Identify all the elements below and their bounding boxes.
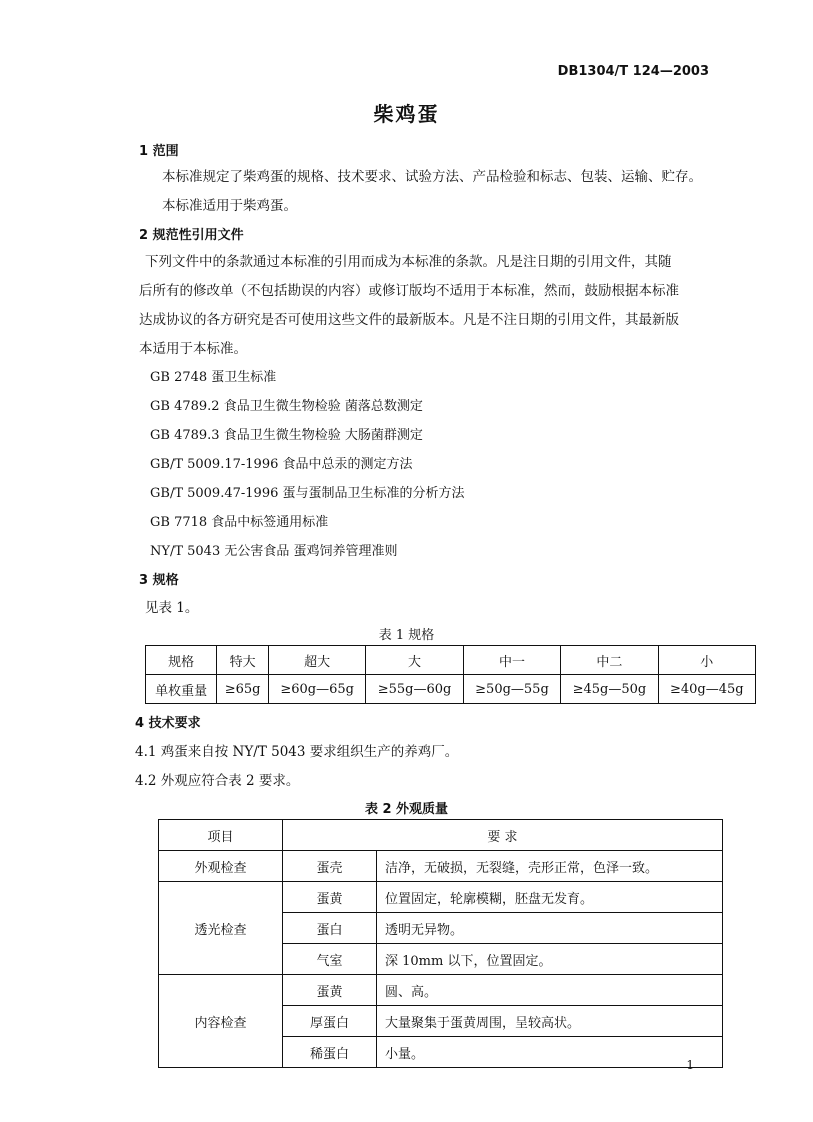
reference-item: GB/T 5009.17-1996 食品中总汞的测定方法 bbox=[150, 457, 413, 472]
table-cell: 透明无异物。 bbox=[377, 913, 723, 944]
table-group-cell: 外观检查 bbox=[159, 851, 283, 882]
table-header-cell: 特大 bbox=[217, 646, 269, 675]
table-header-cell: 项目 bbox=[159, 820, 283, 851]
table-header-cell: 小 bbox=[658, 646, 755, 675]
table-2-appearance bbox=[158, 819, 723, 1068]
table-cell: ≥45g—50g bbox=[561, 675, 658, 704]
table-cell: ≥55g—60g bbox=[366, 675, 463, 704]
table-cell: 深 10mm 以下，位置固定。 bbox=[377, 944, 723, 975]
table-cell: 位置固定，轮廓模糊，胚盘无发育。 bbox=[377, 882, 723, 913]
table-cell: 圆、高。 bbox=[377, 975, 723, 1006]
table-header-cell: 中二 bbox=[561, 646, 658, 675]
table-1-spec bbox=[145, 645, 756, 704]
reference-item: GB/T 5009.47-1996 蛋与蛋制品卫生标准的分析方法 bbox=[150, 486, 465, 501]
table-cell: 气室 bbox=[283, 944, 377, 975]
document-title: 柴鸡蛋 bbox=[373, 102, 440, 126]
section-1-heading: 1 范围 bbox=[139, 144, 179, 159]
table-cell: 厚蛋白 bbox=[283, 1006, 377, 1037]
table-cell: ≥65g bbox=[217, 675, 269, 704]
table-cell: 蛋白 bbox=[283, 913, 377, 944]
table-cell: 小量。 bbox=[377, 1037, 723, 1068]
table-row bbox=[159, 851, 723, 882]
section-2-text-line: 本适用于本标准。 bbox=[139, 341, 247, 357]
table-row bbox=[159, 975, 723, 1006]
reference-item: GB 2748 蛋卫生标准 bbox=[150, 370, 277, 385]
page-number: 1 bbox=[686, 1058, 694, 1072]
section-4-heading: 4 技术要求 bbox=[135, 716, 201, 731]
table-1-caption: 表 1 规格 bbox=[378, 628, 435, 643]
section-2-text-line: 达成协议的各方研究是否可使用这些文件的最新版本。凡是不注日期的引用文件，其最新版 bbox=[139, 312, 679, 328]
table-cell: ≥40g—45g bbox=[658, 675, 755, 704]
table-group-cell: 内容检查 bbox=[159, 975, 283, 1068]
table-header-cell: 超大 bbox=[268, 646, 365, 675]
table-row bbox=[159, 820, 723, 851]
section-1-paragraph-1: 本标准规定了柴鸡蛋的规格、技术要求、试验方法、产品检验和标志、包装、运输、贮存。 bbox=[162, 169, 702, 185]
table-2-caption: 表 2 外观质量 bbox=[364, 802, 449, 817]
clause-4-1: 4.1 鸡蛋来自按 NY/T 5043 要求组织生产的养鸡厂。 bbox=[135, 744, 459, 760]
table-row bbox=[146, 675, 756, 704]
section-2-text-line: 下列文件中的条款通过本标准的引用而成为本标准的条款。凡是注日期的引用文件，其随 bbox=[145, 254, 672, 270]
section-2-text-line: 后所有的修改单（不包括勘误的内容）或修订版均不适用于本标准，然而，鼓励根据本标准 bbox=[139, 283, 679, 299]
table-row bbox=[146, 646, 756, 675]
table-cell: 稀蛋白 bbox=[283, 1037, 377, 1068]
table-row bbox=[159, 882, 723, 913]
reference-item: GB 4789.3 食品卫生微生物检验 大肠菌群测定 bbox=[150, 428, 423, 443]
section-2-heading: 2 规范性引用文件 bbox=[139, 228, 244, 243]
table-cell: 单枚重量 bbox=[146, 675, 217, 704]
reference-item: GB 7718 食品中标签通用标准 bbox=[150, 515, 329, 530]
table-cell: 蛋黄 bbox=[283, 882, 377, 913]
table-cell: ≥50g—55g bbox=[463, 675, 560, 704]
reference-item: NY/T 5043 无公害食品 蛋鸡饲养管理准则 bbox=[150, 544, 398, 559]
document-code: DB1304/T 124—2003 bbox=[557, 64, 709, 79]
section-1-paragraph-2: 本标准适用于柴鸡蛋。 bbox=[162, 198, 297, 214]
section-3-heading: 3 规格 bbox=[139, 573, 179, 588]
table-cell: 大量聚集于蛋黄周围，呈较高状。 bbox=[377, 1006, 723, 1037]
table-cell: 蛋黄 bbox=[283, 975, 377, 1006]
table-header-cell: 规格 bbox=[146, 646, 217, 675]
table-header-cell: 要 求 bbox=[283, 820, 723, 851]
table-header-cell: 大 bbox=[366, 646, 463, 675]
section-3-paragraph: 见表 1。 bbox=[145, 600, 199, 616]
clause-4-2: 4.2 外观应符合表 2 要求。 bbox=[135, 773, 300, 789]
table-group-cell: 透光检查 bbox=[159, 882, 283, 975]
table-cell: 洁净，无破损，无裂缝，壳形正常，色泽一致。 bbox=[377, 851, 723, 882]
reference-item: GB 4789.2 食品卫生微生物检验 菌落总数测定 bbox=[150, 399, 423, 414]
table-header-cell: 中一 bbox=[463, 646, 560, 675]
table-cell: 蛋壳 bbox=[283, 851, 377, 882]
table-cell: ≥60g—65g bbox=[268, 675, 365, 704]
